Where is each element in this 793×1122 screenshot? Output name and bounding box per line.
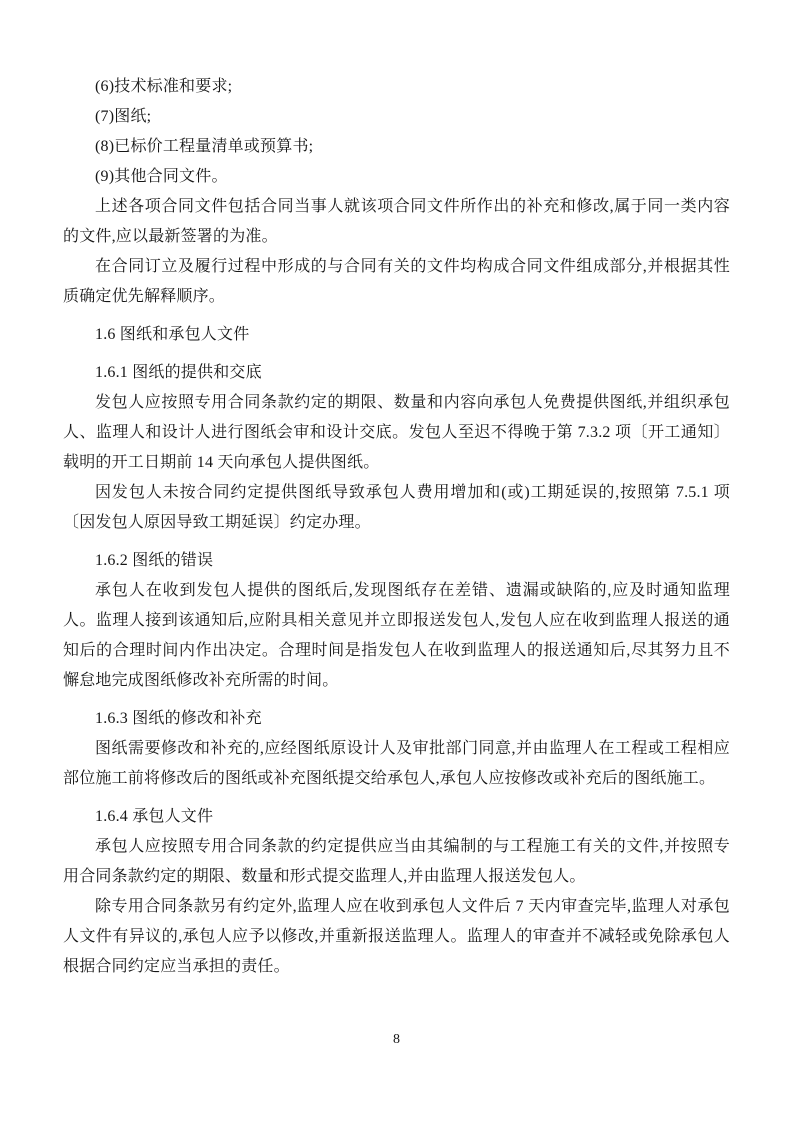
page-number: 8 bbox=[393, 1032, 400, 1047]
list-item: (9)其他合同文件。 bbox=[95, 168, 228, 185]
list-item: (8)已标价工程量清单或预算书; bbox=[95, 138, 314, 155]
section-heading: 1.6.3 图纸的修改和补充 bbox=[95, 710, 262, 727]
paragraph: 上述各项合同文件包括合同当事人就该项合同文件所作出的补充和修改,属于同一类内容的文件,应以最新签署的为准。 bbox=[63, 198, 730, 245]
paragraph: 承包人在收到发包人提供的图纸后,发现图纸存在差错、遗漏或缺陷的,应及时通知监理人。监理人接到该通知后,应附具相关意见并立即报送发包人,发包人应在收到监理人报送的通知后的合理时间内作出决定。合理时间是指发包人在收到监理人的报送通知后,尽其努力且不懈怠地完成图纸修改补充所需的时间。 bbox=[63, 582, 730, 689]
paragraph: 在合同订立及履行过程中形成的与合同有关的文件均构成合同文件组成部分,并根据其性质确定优先解释顺序。 bbox=[63, 258, 730, 305]
section-heading: 1.6.2 图纸的错误 bbox=[95, 552, 214, 569]
document-content bbox=[63, 72, 730, 982]
list-item: (7)图纸; bbox=[95, 108, 152, 125]
paragraph: 因发包人未按合同约定提供图纸导致承包人费用增加和(或)工期延误的,按照第 7.5.1 项〔因发包人原因导致工期延误〕约定办理。 bbox=[63, 484, 730, 531]
page-footer bbox=[0, 1030, 793, 1050]
section-heading: 1.6.4 承包人文件 bbox=[95, 808, 214, 825]
paragraph: 除专用合同条款另有约定外,监理人应在收到承包人文件后 7 天内审查完毕,监理人对承包人文件有异议的,承包人应予以修改,并重新报送监理人。监理人的审查并不减轻或免除承包人根据合同约定应当承担的责任。 bbox=[63, 898, 730, 975]
section-heading: 1.6.1 图纸的提供和交底 bbox=[95, 364, 262, 381]
paragraph: 图纸需要修改和补充的,应经图纸原设计人及审批部门同意,并由监理人在工程或工程相应部位施工前将修改后的图纸或补充图纸提交给承包人,承包人应按修改或补充后的图纸施工。 bbox=[63, 740, 730, 787]
section-heading: 1.6 图纸和承包人文件 bbox=[95, 326, 250, 343]
paragraph: 发包人应按照专用合同条款约定的期限、数量和内容向承包人免费提供图纸,并组织承包人、监理人和设计人进行图纸会审和设计交底。发包人至迟不得晚于第 7.3.2 项〔开工通知〕载明的开工日期前 14 天向承包人提供图纸。 bbox=[63, 394, 730, 471]
list-item: (6)技术标准和要求; bbox=[95, 78, 233, 95]
paragraph: 承包人应按照专用合同条款的约定提供应当由其编制的与工程施工有关的文件,并按照专用合同条款约定的期限、数量和形式提交监理人,并由监理人报送发包人。 bbox=[63, 838, 730, 885]
